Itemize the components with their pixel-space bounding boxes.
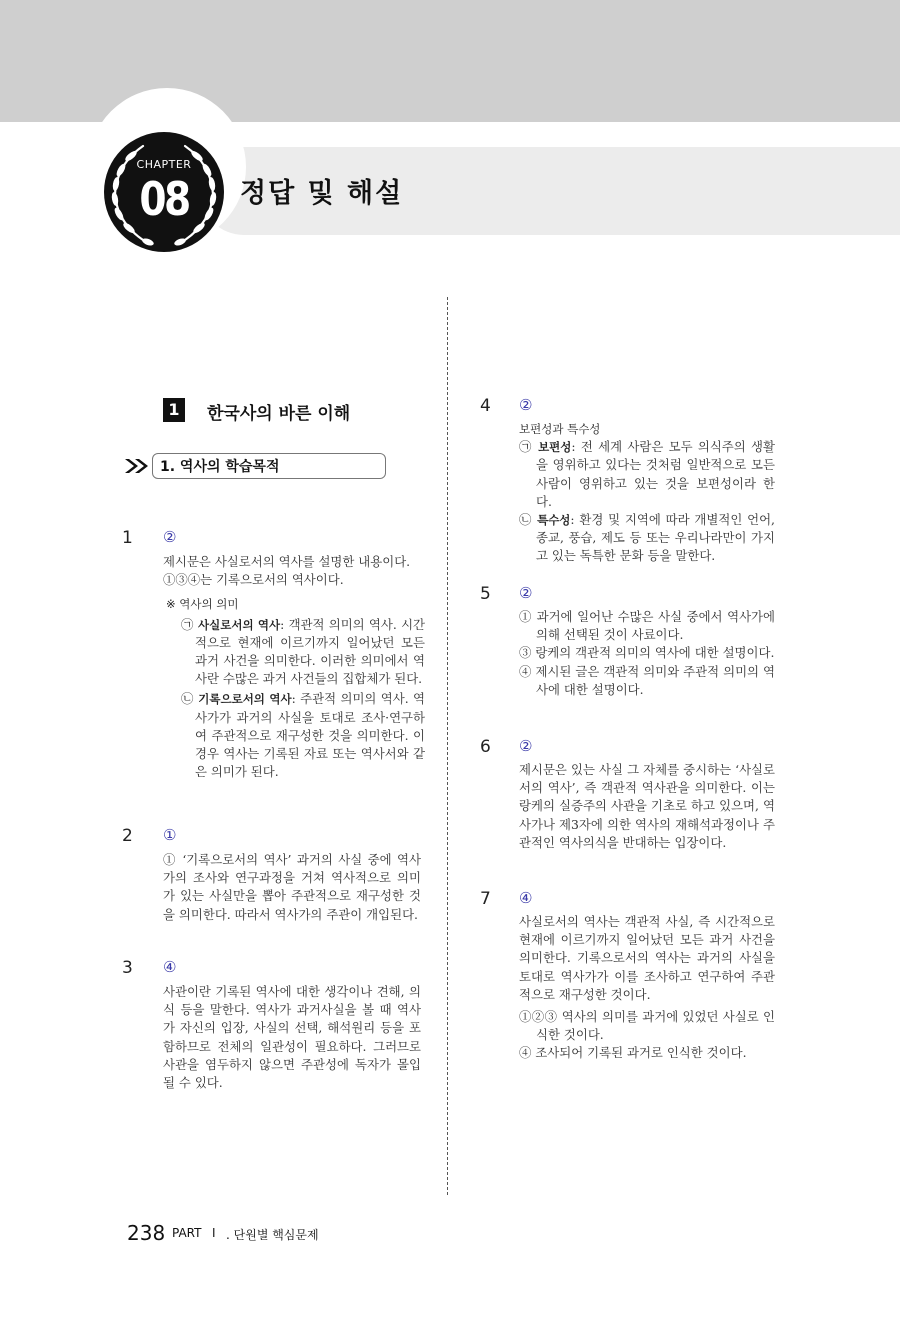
chapter-number: 08 (139, 172, 189, 226)
item-text: : 전 세계 사람은 모두 의식주의 생활을 영위하고 있다는 것처럼 일반적으로 모든 사람이 영위하고 있는 것을 보편성이라 한다. (536, 439, 775, 509)
section-title: 한국사의 바른 이해 (207, 404, 351, 424)
item-term: 보편성 (538, 440, 572, 455)
explanation-q2 (163, 851, 421, 924)
explanation-q1 (163, 553, 425, 781)
question-number: 3 (122, 958, 133, 978)
note-heading: ※ 역사의 의미 (166, 597, 239, 612)
list-item: ④ 제시된 글은 객관적 의미와 주관적 의미의 역사에 대한 설명이다. (519, 663, 775, 697)
chapter-title: 정답 및 해설 (240, 178, 404, 209)
note-item (519, 438, 775, 511)
text-block: ① ‘기록으로서의 역사’ 과거의 사실 중에 역사가의 조사와 연구과정을 거쳐 역사적으로 의미가 있는 사실만을 뽑아 주관적으로 재구성한 것을 의미한다. 따라서 역사가의 주관이 개입된다. (163, 852, 421, 922)
explanation-q5 (519, 608, 775, 699)
answer-mark: ② (519, 737, 533, 755)
answer-mark: ② (519, 584, 533, 602)
list-item: ① 과거에 일어난 수많은 사실 중에서 역사가에 의해 선택된 것이 사료이다. (519, 609, 775, 643)
item-mark: ㉠ (519, 439, 533, 455)
page-number: 238 (127, 1221, 166, 1245)
item-term: 특수성 (537, 513, 571, 528)
answer-mark: ④ (519, 889, 533, 907)
text-line: 제시문은 사실로서의 역사를 설명한 내용이다. (163, 554, 411, 569)
question-number: 6 (480, 737, 491, 757)
answer-mark: ② (519, 396, 533, 414)
item-term: 사실로서의 역사 (198, 617, 281, 632)
column-divider (447, 297, 448, 1195)
item-term: 기록으로서의 역사 (198, 692, 292, 707)
list-item: ①②③ 역사의 의미를 과거에 있었던 사실로 인식한 것이다. (519, 1009, 775, 1043)
question-number: 1 (122, 528, 133, 548)
item-text: : 주관적 의미의 역사. 역사가가 과거의 사실을 토대로 조사·연구하여 주관적으로 재구성한 것을 의미한다. 이 경우 역사는 기록된 자료 또는 역사서와 같은 의미가 된다. (195, 691, 426, 780)
note-item (181, 690, 425, 781)
double-chevron-icon (123, 457, 151, 475)
list-item: ④ 조사되어 기록된 과거로 인식한 것이다. (519, 1045, 747, 1061)
explanation-q4 (519, 420, 775, 566)
list-item: ③ 랑케의 객관적 의미의 역사에 대한 설명이다. (519, 645, 775, 661)
text-block: 제시문은 있는 사실 그 자체를 중시하는 ‘사실로서의 역사’, 즉 객관적 역사관을 의미한다. 이는 랑케의 실증주의 사관을 기초로 하고 있으며, 역사가나 제3자에 의한 역사의 재해석과정이나 주관적인 역사의식을 반대하는 입장이다. (519, 762, 775, 850)
note-item (181, 616, 425, 689)
answer-mark: ② (163, 528, 177, 546)
explanation-q3 (163, 983, 421, 1092)
text-line: ①③④는 기록으로서의 역사이다. (163, 572, 344, 588)
explanation-q6 (519, 761, 775, 852)
footer-part-title: . 단원별 핵심문제 (226, 1228, 319, 1242)
text-block: 사실로서의 역사는 객관적 사실, 즉 시간적으로 현재에 이르기까지 일어났던 모든 과거 사건을 의미한다. 기록으로서의 역사는 과거의 사실을 토대로 역사가가 이를 조사하고 연구하여 주관적으로 재구성한 것이다. (519, 914, 775, 1002)
question-number: 2 (122, 826, 133, 846)
question-number: 4 (480, 396, 491, 416)
answer-mark: ④ (163, 958, 177, 976)
item-mark: ㉡ (519, 512, 533, 528)
section-number: 1 (163, 398, 185, 422)
explanation-q7 (519, 913, 775, 1063)
answer-mark: ① (163, 826, 177, 844)
note-heading: 보편성과 특수성 (519, 422, 601, 436)
question-number: 5 (480, 584, 491, 604)
chapter-label: CHAPTER (136, 158, 192, 171)
item-text: : 객관적 의미의 역사. 시간적으로 현재에 이르기까지 일어났던 모든 과거 사건을 의미한다. 이러한 의미에서 역사란 수많은 과거 사건들의 집합체가 된다. (195, 616, 426, 687)
item-text: : 환경 및 지역에 따라 개별적인 언어, 종교, 풍습, 제도 등 또는 우리나라만이 가지고 있는 독특한 문화 등을 말한다. (536, 512, 775, 564)
question-number: 7 (480, 889, 491, 909)
note-item (519, 511, 775, 566)
footer-part-numeral: Ⅰ (212, 1226, 216, 1240)
item-mark: ㉠ (181, 616, 194, 632)
subsection-title: 1. 역사의 학습목적 (152, 453, 386, 479)
item-mark: ㉡ (181, 691, 194, 707)
footer-part-label: PART (172, 1226, 202, 1240)
text-block: 사관이란 기록된 역사에 대한 생각이나 견해, 의식 등을 말한다. 역사가 과거사실을 볼 때 역사가 자신의 입장, 사실의 선택, 해석원리 등을 포함하므로 전체의 일관성이 필요하다. 그러므로 사관을 염두하지 않으면 주관성에 독자가 몰입될 수 있다. (163, 984, 421, 1091)
